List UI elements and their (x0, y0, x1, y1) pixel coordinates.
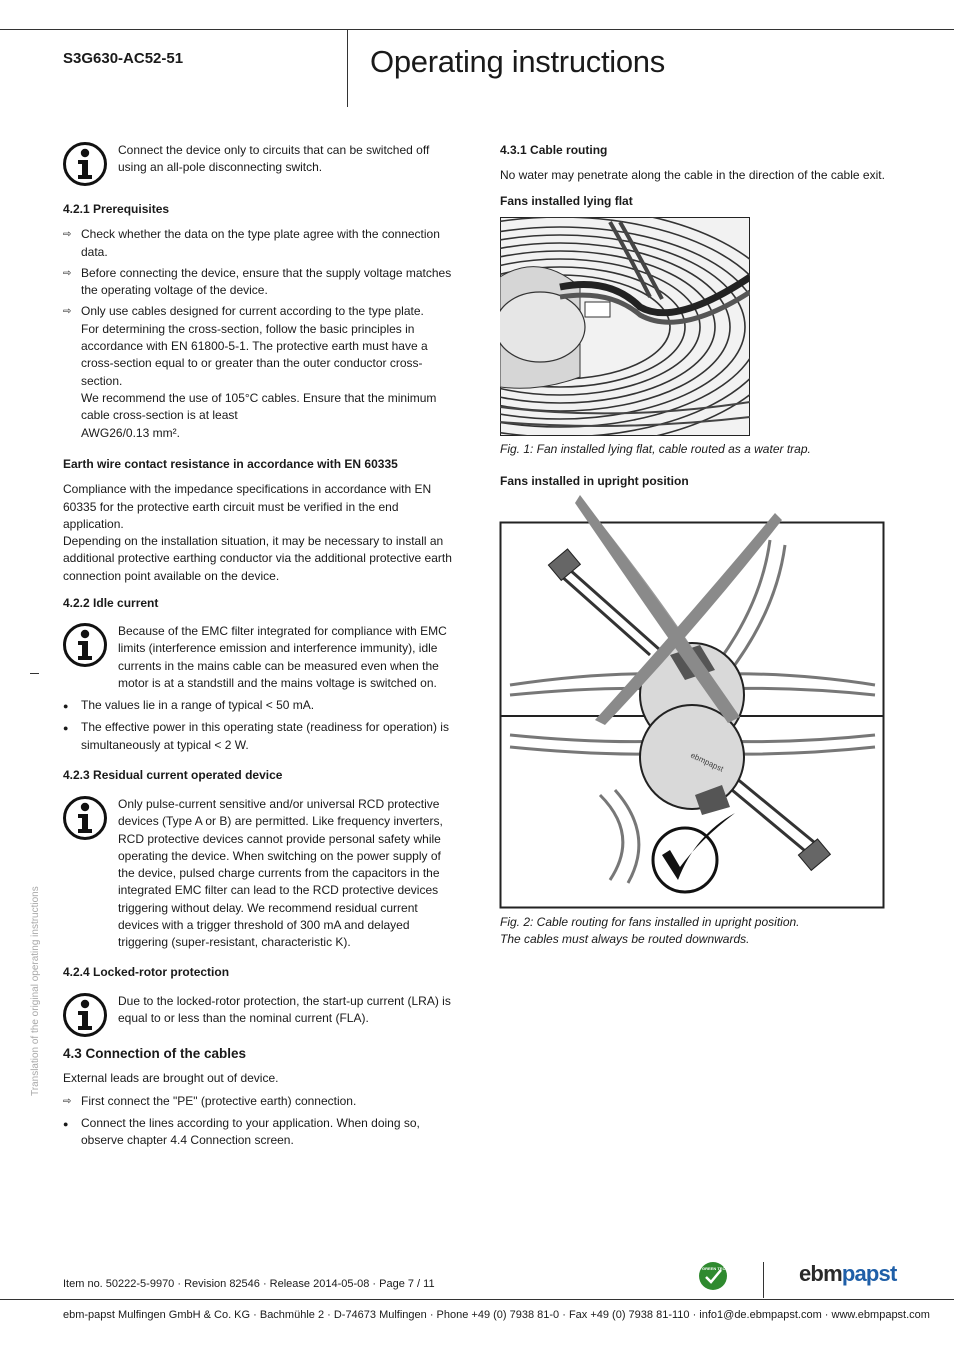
section-heading: 4.2.3 Residual current operated device (63, 768, 283, 782)
logo-papst: papst (841, 1261, 897, 1286)
fig2-caption-line1: Fig. 2: Cable routing for fans installed in upright position. (500, 915, 800, 929)
paragraph: No water may penetrate along the cable in the direction of the cable exit. (500, 168, 885, 183)
header-top-rule (0, 29, 954, 30)
subheading-upright: Fans installed in upright position (500, 474, 689, 488)
bullet-dot-icon: ● (63, 723, 69, 734)
info-icon (63, 796, 107, 840)
arrow-icon: ⇨ (63, 306, 72, 318)
section-heading: 4.2.2 Idle current (63, 596, 159, 610)
section-4-3 (63, 1045, 453, 1149)
section-heading: Earth wire contact resistance in accordance with EN 60335 (63, 457, 398, 471)
paragraph: External leads are brought out of device. (63, 1071, 279, 1086)
bullet-dot-icon: ● (63, 1118, 69, 1129)
arrow-icon: ⇨ (63, 229, 72, 241)
page-title: Operating instructions (370, 44, 665, 79)
greentech-badge-text: GREEN TECH (702, 1266, 729, 1271)
fig1-caption: Fig. 1: Fan installed lying flat, cable routed as a water trap. (500, 442, 811, 456)
fig2-caption-line2: The cables must always be routed downwards. (500, 932, 750, 947)
paragraph: Compliance with the impedance specifications in accordance with EN 60335 for the protective earth circuit must be verified in the end application. (63, 482, 432, 531)
idle-current-bullets (63, 697, 453, 754)
info-text: Because of the EMC filter integrated for compliance with EMC limits (interference emission and interference immunity), idle currents in the mains cable can be measured even when the motor is at a standstill and the mains voltage is switched on. (118, 624, 447, 690)
section-4-2-1 (63, 201, 453, 442)
subheading-upright-wrap (500, 473, 900, 490)
footer-address: ebm-papst Mulfingen GmbH & Co. KG · Bachmühle 2 · D-74673 Mulfingen · Phone +49 (0) 7938 81-0 · Fax +49 (0) 7938 81-110 · info1@de.ebmpapst.com · www.ebmpapst.com (63, 1309, 930, 1321)
info-text: Connect the device only to circuits that can be switched off using an all-pole disconnecting switch. (118, 143, 430, 175)
section-heading: 4.3 Connection of the cables (63, 1046, 247, 1061)
motor-label: ebmpapst (689, 750, 725, 774)
info-note-idle-current (63, 623, 453, 695)
subheading-flat: Fans installed lying flat (500, 193, 633, 208)
fig2-caption (500, 914, 920, 949)
bullet-dot-icon: ● (63, 701, 69, 711)
footer-item-number: Item no. 50222-5-9970 · Revision 82546 · Release 2014-05-08 · Page 7 / 11 (63, 1278, 435, 1290)
list-item: ● The effective power in this operating state (readiness for operation) is simultaneously at typical < 2 W. (63, 720, 449, 752)
list-item: ⇨ First connect the "PE" (protective earth) connection. (63, 1093, 453, 1110)
footer-logo-divider (763, 1262, 764, 1298)
info-icon (63, 993, 107, 1037)
section-4-3-1 (500, 142, 900, 210)
list-item: ● Connect the lines according to your application. When doing so, observe chapter 4.4 Connection screen. (63, 1115, 420, 1148)
model-number: S3G630-AC52-51 (63, 50, 184, 67)
section-heading: 4.2.1 Prerequisites (63, 202, 170, 216)
footer-rule (0, 1299, 954, 1300)
section-4-2-3 (63, 767, 453, 784)
section-4-2-2 (63, 595, 453, 612)
paragraph: Depending on the installation situation, it may be necessary to install an additional protective earthing conductor via the additional protective earth connection point available on the device. (63, 534, 452, 583)
info-icon (63, 623, 107, 667)
info-note-rcd (63, 796, 453, 956)
info-text: Due to the locked-rotor protection, the start-up current (LRA) is equal to or less than the nominal current (FLA). (118, 994, 451, 1026)
info-icon (63, 142, 107, 186)
section-heading: 4.3.1 Cable routing (500, 143, 608, 157)
figure-fan-flat (500, 217, 750, 436)
side-translation-note: Translation of the original operating instructions (30, 886, 41, 1096)
section-4-2-4 (63, 964, 453, 981)
list-item: ⇨ Only use cables designed for current according to the type plate. For determining the cross-section, follow the basic principles in accordance with EN 61800-5-1. The protective earth must have a cross-section equal to or greater than the outer conductor cross-section. We recommend the use of 105°C cables. Ensure that the minimum cable cross-section is at least AWG26/0.13 mm². (63, 304, 437, 440)
ebmpapst-logo (799, 1261, 897, 1287)
section-earth-wire (63, 456, 453, 585)
margin-mark (30, 673, 39, 674)
list-item: ● The values lie in a range of typical < 50 mA. (63, 697, 453, 714)
section-heading: 4.2.4 Locked-rotor protection (63, 965, 230, 979)
info-note-locked-rotor (63, 993, 453, 1033)
info-text: Only pulse-current sensitive and/or universal RCD protective devices (Type A or B) are permitted. Like frequency inverters, RCD protective devices cannot provide personal safety while operating the device. When switching on the power supply of the device, pulsed charge currents from the capacitors in the integrated EMC filter can lead to the RCD protective devices triggering without delay. We recommend residual current devices with a trigger threshold of 300 mA and delayed triggering (super-resistant, characteristic K). (118, 797, 443, 950)
list-item: ⇨ Check whether the data on the type plate agree with the connection data. (63, 227, 440, 259)
list-item: ⇨ Before connecting the device, ensure that the supply voltage matches the operating voltage of the device. (63, 265, 452, 298)
logo-ebm: ebm (799, 1261, 842, 1286)
figure-fan-upright (490, 495, 894, 913)
arrow-icon: ⇨ (63, 267, 72, 279)
header-divider (347, 29, 348, 107)
info-note-disconnect (63, 142, 453, 190)
arrow-icon: ⇨ (63, 1095, 72, 1107)
